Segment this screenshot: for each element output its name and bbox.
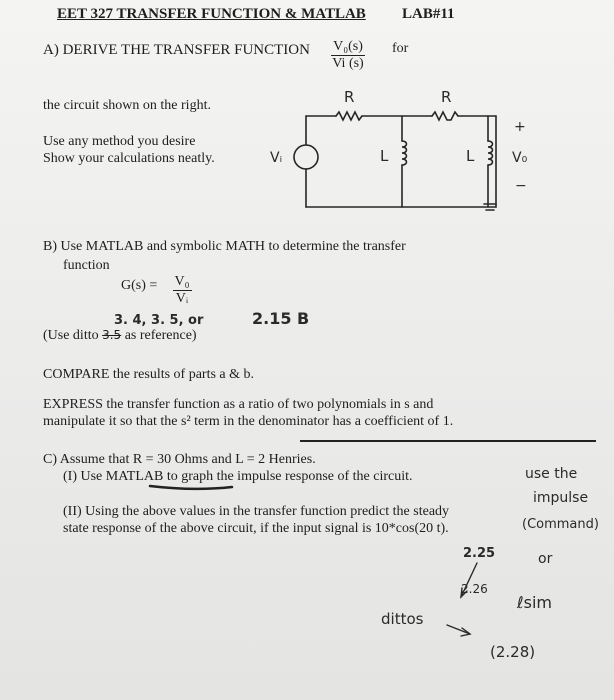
handwritten-refs: 3. 4, 3. 5, or	[114, 313, 204, 328]
part-b-heading: B) Use MATLAB and symbolic MATH to determine the transfer	[43, 239, 406, 254]
note-ref-226: 2.26	[461, 582, 488, 596]
g-of-s-prefix: G(s) =	[121, 278, 158, 293]
plus-sign: +	[514, 119, 526, 135]
part-c-item-2a: (II) Using the above values in the transfer function predict the steady	[63, 504, 450, 519]
express-line-1: EXPRESS the transfer function as a ratio of two polynomials in s and	[43, 397, 434, 412]
note-lsim: ℓsim	[517, 593, 552, 612]
part-c-heading: C) Assume that R = 30 Ohms and L = 2 Henries.	[43, 452, 316, 467]
note-command: (Command)	[522, 517, 599, 532]
ditto-post: as reference)	[124, 328, 197, 343]
handwritten-ref-215b: 2.15 B	[252, 309, 310, 328]
fraction-denominator: Vi (s)	[332, 56, 364, 71]
note-dittos: dittos	[381, 610, 424, 628]
part-a-for: for	[392, 41, 409, 56]
fraction-numerator: V₀(s)	[333, 39, 363, 54]
part-b-heading-cont: function	[63, 258, 110, 273]
r2-label: R	[441, 88, 452, 106]
g-denominator: Vᵢ	[175, 291, 189, 306]
ditto-struck: 3.5	[102, 328, 122, 342]
lab-number: LAB#11	[402, 6, 455, 22]
part-c-item-2b: state response of the above circuit, if the input signal is 10*cos(20 t).	[63, 521, 449, 536]
l2-label: L	[466, 147, 475, 165]
part-a-circuit-ref: the circuit shown on the right.	[43, 98, 211, 113]
note-ref-228: (2.28)	[490, 643, 536, 661]
part-a-method: Use any method you desire	[43, 134, 196, 149]
g-numerator: V₀	[174, 274, 190, 289]
r1-label: R	[344, 88, 355, 106]
worksheet-title: EET 327 TRANSFER FUNCTION & MATLAB	[57, 6, 366, 22]
note-use-the: use the	[525, 466, 578, 482]
vo-label: V₀	[512, 150, 528, 166]
compare-instruction: COMPARE the results of parts a & b.	[43, 367, 255, 382]
vin-label: Vᵢ	[270, 150, 283, 166]
l1-label: L	[380, 147, 389, 165]
minus-sign: −	[515, 178, 527, 194]
ditto-pre: (Use ditto	[43, 328, 99, 343]
note-ref-225: 2.25	[463, 546, 496, 561]
express-line-2: manipulate it so that the s² term in the denominator has a coefficient of 1.	[43, 414, 454, 429]
part-a-show-work: Show your calculations neatly.	[43, 151, 215, 166]
note-or: or	[538, 551, 553, 567]
note-impulse: impulse	[533, 490, 589, 506]
part-a-heading: A) DERIVE THE TRANSFER FUNCTION	[43, 42, 310, 58]
part-c-item-1: (I) Use MATLAB to graph the impulse response of the circuit.	[63, 469, 413, 484]
